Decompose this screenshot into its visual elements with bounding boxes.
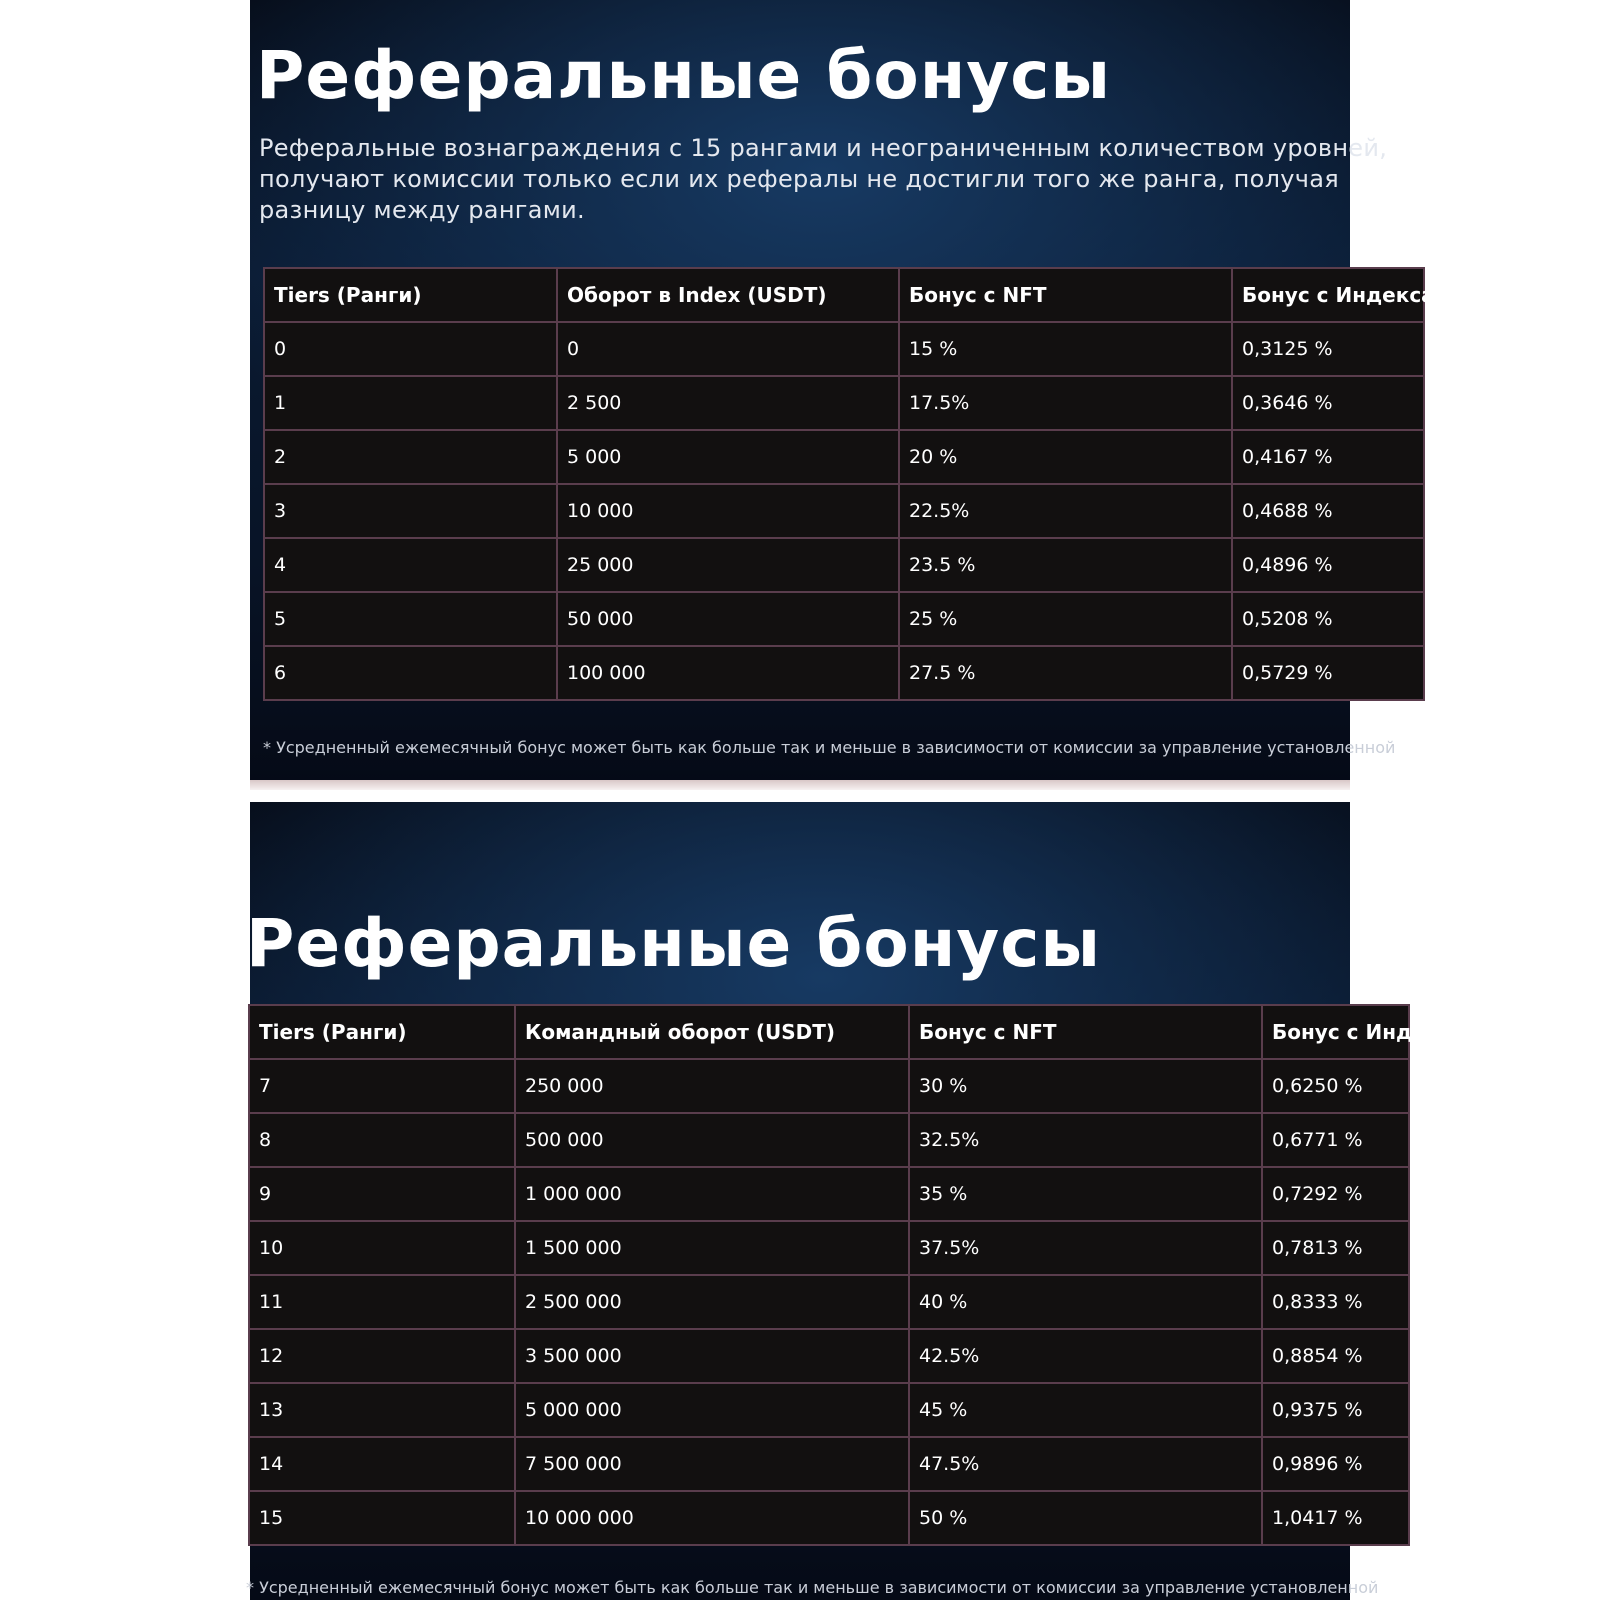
- cell-tier: 5: [264, 592, 557, 646]
- table-row: [264, 484, 1424, 538]
- tiers-table: [263, 267, 1435, 701]
- cell-nft-bonus: 47.5%: [909, 1437, 1262, 1491]
- intro-text: Реферальные вознаграждения с 15 рангами и неограниченным количеством уровней, получают комиссии только если их рефералы не достигли того же ранга, получая разницу между рангами.: [259, 134, 1388, 224]
- cell-nft-bonus: 40 %: [909, 1275, 1262, 1329]
- column-header-team-turnover: Командный оборот (USDT): [515, 1005, 909, 1059]
- cell-nft-bonus: 17.5%: [899, 376, 1232, 430]
- cell-nft-bonus: 27.5 %: [899, 646, 1232, 700]
- column-header-index-bonus: Бонус с Индекса: [1232, 268, 1424, 322]
- cell-index-bonus: 0,4688 %: [1232, 484, 1424, 538]
- column-header-tier: Tiers (Ранги): [249, 1005, 515, 1059]
- cell-nft-bonus: 35 %: [909, 1167, 1262, 1221]
- cell-tier: 15: [249, 1491, 515, 1545]
- cell-nft-bonus: 25 %: [899, 592, 1232, 646]
- cell-index-bonus: 0,5208 %: [1232, 592, 1424, 646]
- cell-tier: 4: [264, 538, 557, 592]
- table-row: [264, 322, 1424, 376]
- cell-turnover: 3 500 000: [515, 1329, 909, 1383]
- cell-tier: 10: [249, 1221, 515, 1275]
- cell-nft-bonus: 15 %: [899, 322, 1232, 376]
- cell-tier: 14: [249, 1437, 515, 1491]
- table-header-row: [249, 1005, 1409, 1059]
- cell-index-bonus: 0,7813 %: [1262, 1221, 1409, 1275]
- cell-turnover: 100 000: [557, 646, 899, 700]
- column-header-nft-bonus: Бонус с NFT: [899, 268, 1232, 322]
- table-row: [264, 538, 1424, 592]
- column-header-turnover: Оборот в Index (USDT): [557, 268, 899, 322]
- cell-nft-bonus: 42.5%: [909, 1329, 1262, 1383]
- cell-turnover: 25 000: [557, 538, 899, 592]
- table-header-row: [264, 268, 1424, 322]
- cell-tier: 9: [249, 1167, 515, 1221]
- table-row: [264, 376, 1424, 430]
- cell-turnover: 500 000: [515, 1113, 909, 1167]
- cell-nft-bonus: 23.5 %: [899, 538, 1232, 592]
- table-row: [249, 1437, 1409, 1491]
- footnote: * Усредненный ежемесячный бонус может быть как больше так и меньше в зависимости от комиссии за управление установленной: [263, 738, 1396, 757]
- section-title: Реферальные бонусы: [256, 37, 1112, 114]
- table-row: [249, 1167, 1409, 1221]
- cell-turnover: 10 000 000: [515, 1491, 909, 1545]
- cell-tier: 0: [264, 322, 557, 376]
- cell-index-bonus: 1,0417 %: [1262, 1491, 1409, 1545]
- cell-nft-bonus: 22.5%: [899, 484, 1232, 538]
- column-header-tier: Tiers (Ранги): [264, 268, 557, 322]
- cell-index-bonus: 0,4167 %: [1232, 430, 1424, 484]
- column-header-index-bonus: Бонус с Индекса: [1262, 1005, 1409, 1059]
- cell-index-bonus: 0,4896 %: [1232, 538, 1424, 592]
- table-row: [249, 1275, 1409, 1329]
- column-header-nft-bonus: Бонус с NFT: [909, 1005, 1262, 1059]
- table-row: [249, 1113, 1409, 1167]
- cell-tier: 11: [249, 1275, 515, 1329]
- cell-index-bonus: 0,3646 %: [1232, 376, 1424, 430]
- referral-bonus-panel-tiers-7-15: [246, 802, 1465, 1600]
- referral-bonus-panel-tiers-0-6: [250, 0, 1435, 790]
- section-title: Реферальные бонусы: [246, 905, 1102, 982]
- table-row: [264, 592, 1424, 646]
- cell-turnover: 50 000: [557, 592, 899, 646]
- cell-turnover: 5 000: [557, 430, 899, 484]
- table-row: [249, 1491, 1409, 1545]
- table-row: [249, 1059, 1409, 1113]
- cell-nft-bonus: 45 %: [909, 1383, 1262, 1437]
- table-row: [264, 430, 1424, 484]
- table-row: [249, 1221, 1409, 1275]
- cell-index-bonus: 0,7292 %: [1262, 1167, 1409, 1221]
- cell-turnover: 1 000 000: [515, 1167, 909, 1221]
- cell-turnover: 2 500: [557, 376, 899, 430]
- cell-tier: 7: [249, 1059, 515, 1113]
- cell-nft-bonus: 30 %: [909, 1059, 1262, 1113]
- cell-tier: 8: [249, 1113, 515, 1167]
- cell-tier: 3: [264, 484, 557, 538]
- tiers-table: [248, 1004, 1465, 1546]
- table-row: [249, 1329, 1409, 1383]
- cell-turnover: 7 500 000: [515, 1437, 909, 1491]
- cell-turnover: 5 000 000: [515, 1383, 909, 1437]
- cell-tier: 2: [264, 430, 557, 484]
- cell-turnover: 0: [557, 322, 899, 376]
- cell-tier: 6: [264, 646, 557, 700]
- cell-tier: 13: [249, 1383, 515, 1437]
- cell-turnover: 10 000: [557, 484, 899, 538]
- cell-nft-bonus: 32.5%: [909, 1113, 1262, 1167]
- cell-nft-bonus: 20 %: [899, 430, 1232, 484]
- cell-turnover: 2 500 000: [515, 1275, 909, 1329]
- cell-tier: 12: [249, 1329, 515, 1383]
- cell-tier: 1: [264, 376, 557, 430]
- cell-index-bonus: 0,6250 %: [1262, 1059, 1409, 1113]
- cell-index-bonus: 0,5729 %: [1232, 646, 1424, 700]
- cell-nft-bonus: 37.5%: [909, 1221, 1262, 1275]
- cell-index-bonus: 0,6771 %: [1262, 1113, 1409, 1167]
- cell-nft-bonus: 50 %: [909, 1491, 1262, 1545]
- table-row: [249, 1383, 1409, 1437]
- cell-index-bonus: 0,8333 %: [1262, 1275, 1409, 1329]
- table-row: [264, 646, 1424, 700]
- cell-turnover: 1 500 000: [515, 1221, 909, 1275]
- cell-index-bonus: 0,8854 %: [1262, 1329, 1409, 1383]
- cell-turnover: 250 000: [515, 1059, 909, 1113]
- cell-index-bonus: 0,9896 %: [1262, 1437, 1409, 1491]
- cell-index-bonus: 0,3125 %: [1232, 322, 1424, 376]
- footnote: * Усредненный ежемесячный бонус может быть как больше так и меньше в зависимости от комиссии за управление установленной: [246, 1578, 1379, 1597]
- cell-index-bonus: 0,9375 %: [1262, 1383, 1409, 1437]
